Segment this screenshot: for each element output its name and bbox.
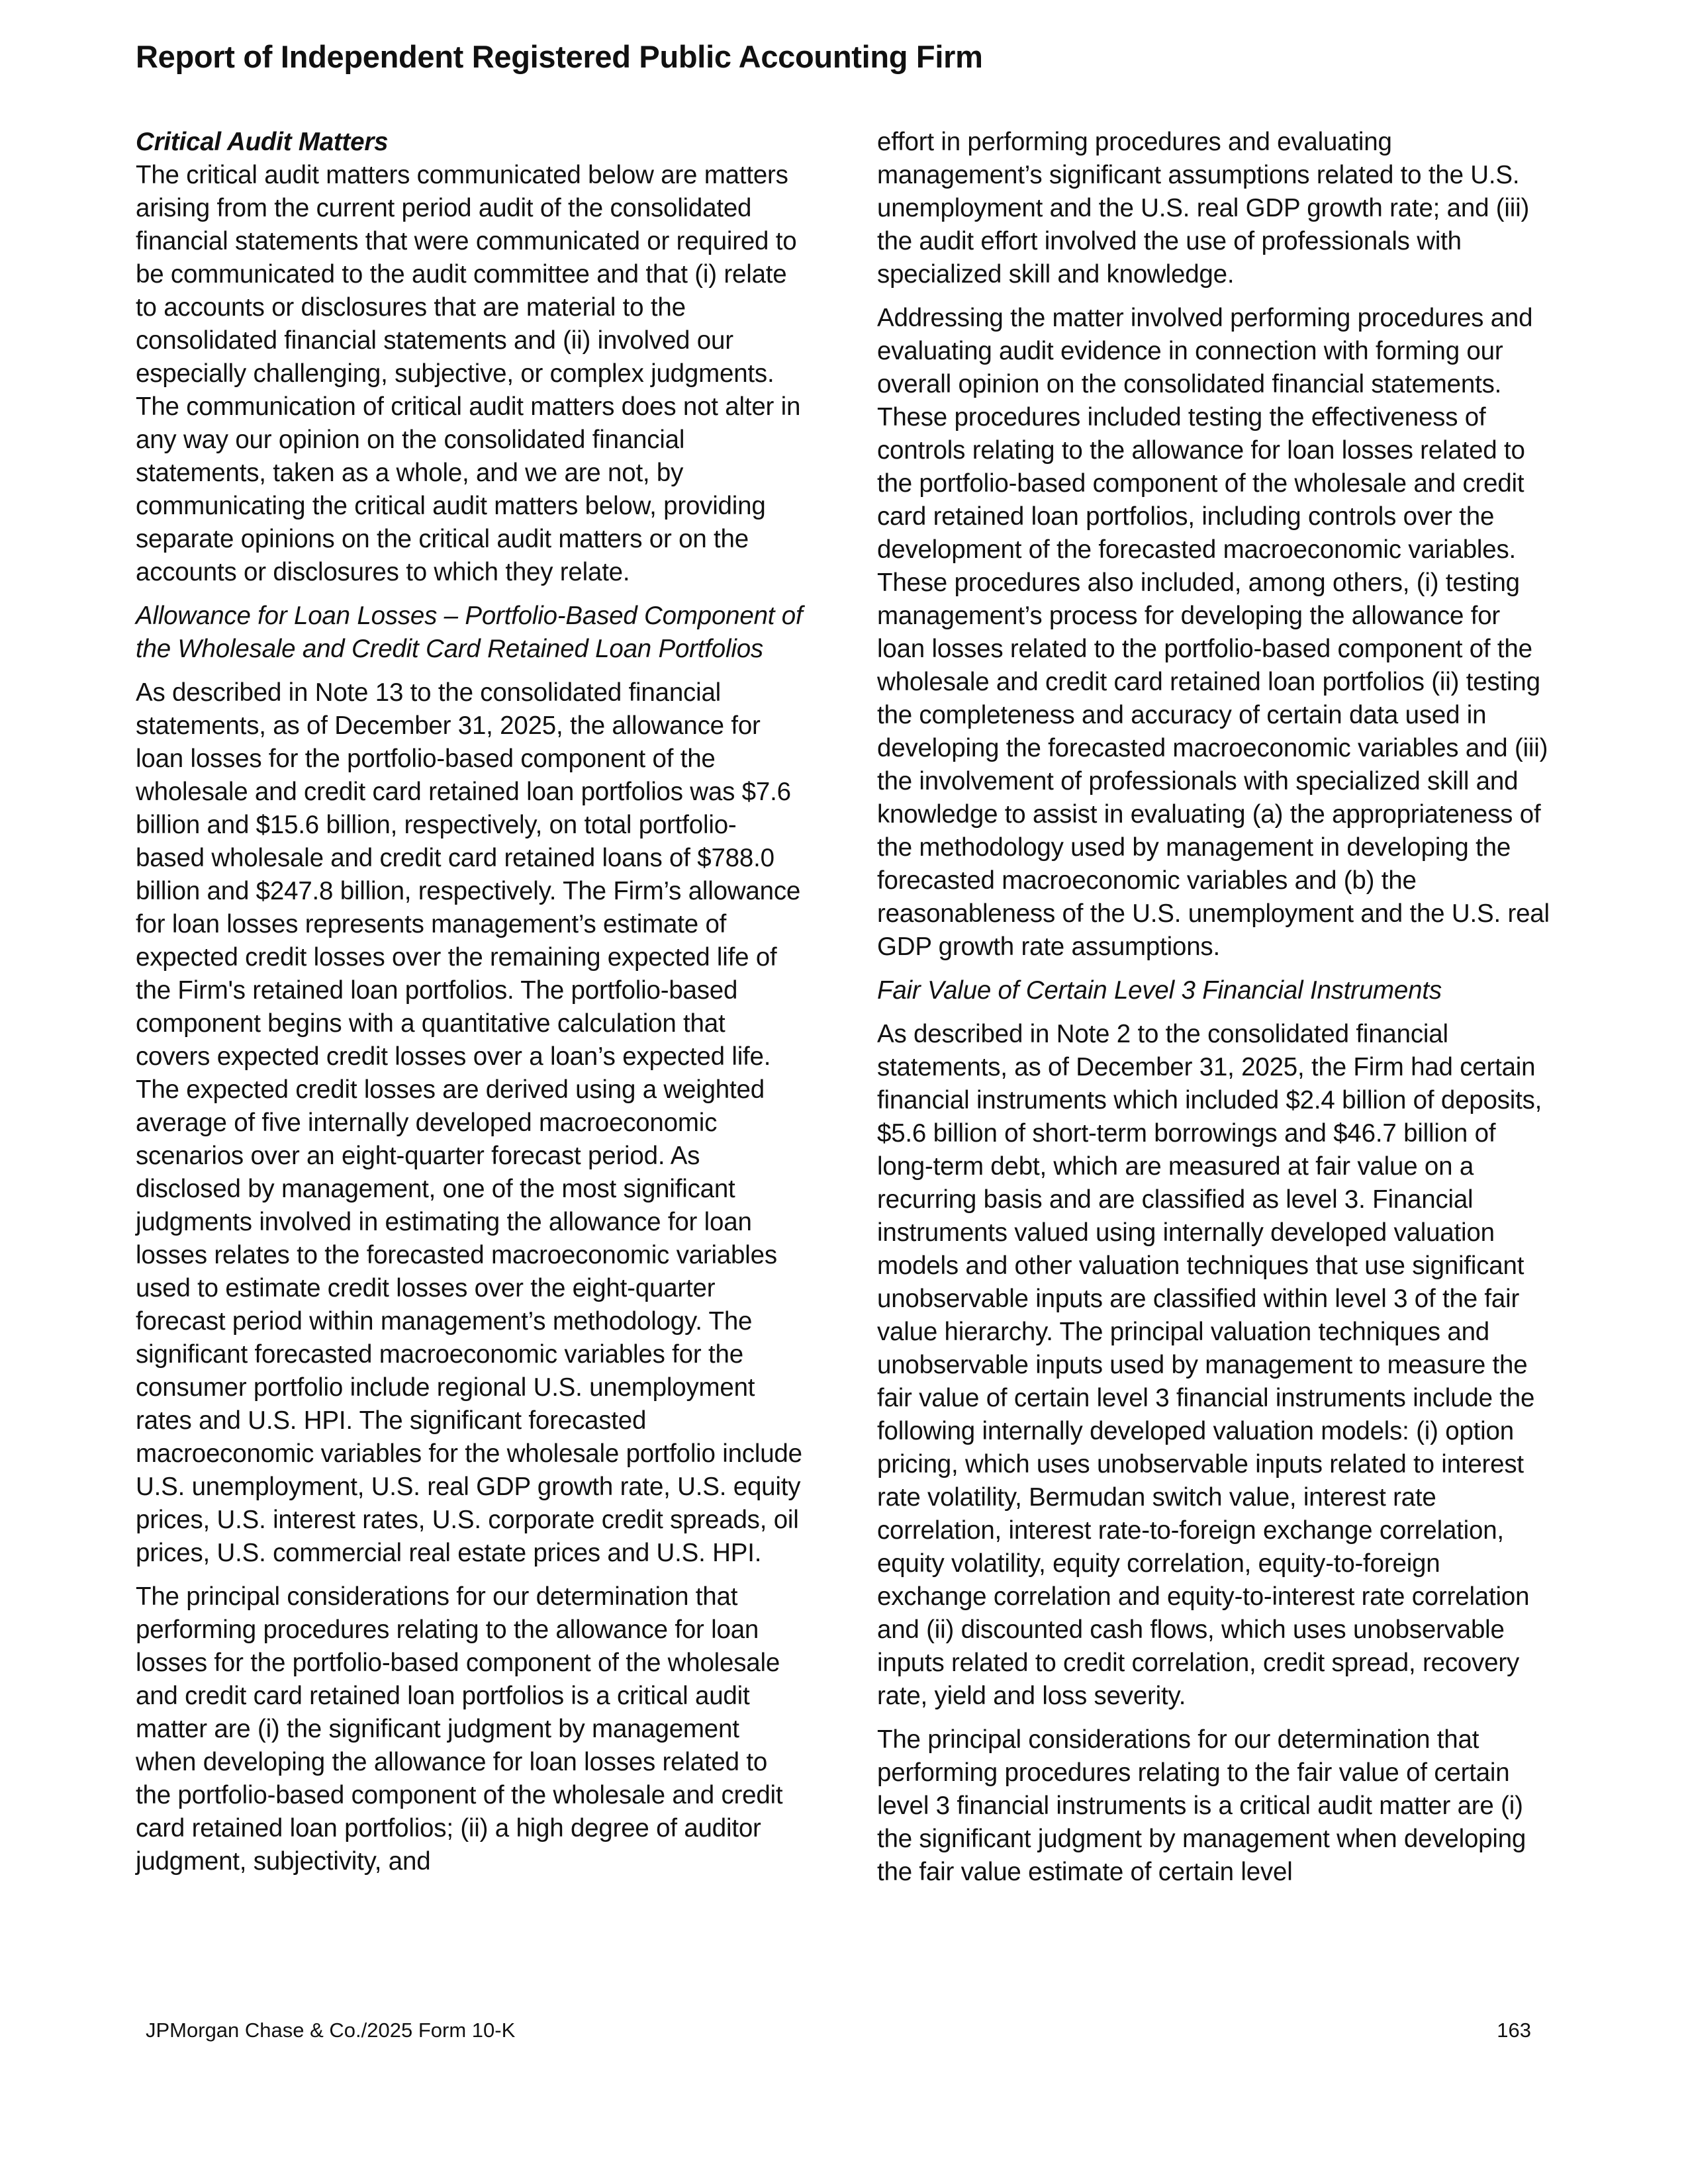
footer-source: JPMorgan Chase & Co./2025 Form 10-K xyxy=(146,2019,516,2042)
right-column xyxy=(877,126,1552,1899)
paragraph-cam-intro: The critical audit matters communicated below are matters arising from the current period audit of the consolidated financial statements that were communicated or required to be communicated to the audit committee and that (i) relate to accounts or disclosures that are material to the consolidated financial statements and (ii) involved our especially challenging, subjective, or complex judgments. The communication of critical audit matters does not alter in any way our opinion on the consolidated financial statements, taken as a whole, and we are not, by communicating the critical audit matters below, providing separate opinions on the critical audit matters or on the accounts or disclosures to which they relate. xyxy=(136,161,801,586)
paragraph-allowance-procedures: Addressing the matter involved performing procedures and evaluating audit evidence in connection with forming our overall opinion on the consolidated financial statements. These procedures included testing the effectiveness of controls relating to the allowance for loan losses related to the portfolio-based component of the wholesale and credit card retained loan portfolios, including controls over the development of the forecasted macroeconomic variables. These procedures also included, among others, (i) testing management’s process for developing the allowance for loan losses related to the portfolio-based component of the wholesale and credit card retained loan portfolios (ii) testing the completeness and accuracy of certain data used in developing the forecasted macroeconomic variables and (iii) the involvement of professionals with specialized skill and knowledge to assist in evaluating (a) the appropriateness of the methodology used by management in developing the forecasted macroeconomic variables and (b) the reasonableness of the U.S. unemployment and the U.S. real GDP growth rate assumptions. xyxy=(877,304,1550,961)
paragraph-allowance-description: As described in Note 13 to the consolidated financial statements, as of December 31, 2025, the allowance for loan losses for the portfolio-based component of the wholesale and credit card retained loan portfolios was $7.6 billion and $15.6 billion, respectively, on total portfolio-based wholesale and credit card retained loans of $788.0 billion and $247.8 billion, respectively. The Firm’s allowance for loan losses represents management’s estimate of expected credit losses over the remaining expected life of the Firm's retained loan portfolios. The portfolio-based component begins with a quantitative calculation that covers expected credit losses over a loan’s expected life. The expected credit losses are derived using a weighted average of five internally developed macroeconomic scenarios over an eight-quarter forecast period. As disclosed by management, one of the most significant judgments involved in estimating the allowance for loan losses relates to the forecasted macroeconomic variables used to estimate credit losses over the eight-quarter forecast period within management’s methodology. The significant forecasted macroeconomic variables for the consumer portfolio include regional U.S. unemployment rates and U.S. HPI. The significant forecasted macroeconomic variables for the wholesale portfolio include U.S. unemployment, U.S. real GDP growth rate, U.S. equity prices, U.S. interest rates, U.S. corporate credit spreads, oil prices, U.S. commercial real estate prices and U.S. HPI. xyxy=(136,678,802,1567)
subheading-fair-value-level-3: Fair Value of Certain Level 3 Financial Instruments xyxy=(877,976,1442,1005)
paragraph-fair-value-considerations: The principal considerations for our determination that performing procedures relating to the fair value of certain level 3 financial instruments is a critical audit matter are (i) the significant judgment by management when developing the fair value estimate of certain level xyxy=(877,1725,1526,1886)
subheading-allowance-for-loan-losses: Allowance for Loan Losses – Portfolio-Based Component of the Wholesale and Credit Card Retained Loan Portfolios xyxy=(136,602,803,663)
section-heading-critical-audit-matters: Critical Audit Matters xyxy=(136,128,389,156)
paragraph-allowance-considerations: The principal considerations for our determination that performing procedures relating to the allowance for loan losses for the portfolio-based component of the wholesale and credit card retained loan portfolios is a critical audit matter are (i) the significant judgment by management when developing the allowance for loan losses related to the portfolio-based component of the wholesale and credit card retained loan portfolios; (ii) a high degree of auditor judgment, subjectivity, and xyxy=(136,1582,783,1876)
footer-page-number: 163 xyxy=(1497,2019,1531,2042)
paragraph-fair-value-description: As described in Note 2 to the consolidated financial statements, as of December 31, 2025, the Firm had certain financial instruments which included $2.4 billion of deposits, $5.6 billion of short-term borrowings and $46.7 billion of long-term debt, which are measured at fair value on a recurring basis and are classified as level 3. Financial instruments valued using internally developed valuation models and other valuation techniques that use significant unobservable inputs are classified within level 3 of the fair value hierarchy. The principal valuation techniques and unobservable inputs used by management to measure the fair value of certain level 3 financial instruments include the following internally developed valuation models: (i) option pricing, which uses unobservable inputs related to interest rate volatility, Bermudan switch value, interest rate correlation, interest rate-to-foreign exchange correlation, equity volatility, equity correlation, equity-to-foreign exchange correlation and equity-to-interest rate correlation and (ii) discounted cash flows, which uses unobservable inputs related to credit correlation, credit spread, recovery rate, yield and loss severity. xyxy=(877,1020,1542,1710)
paragraph-allowance-considerations-cont: effort in performing procedures and evaluating management’s significant assumptions related to the U.S. unemployment and the U.S. real GDP growth rate; and (iii) the audit effort involved the use of professionals with specialized skill and knowledge. xyxy=(877,128,1530,289)
left-column xyxy=(136,126,804,1889)
page-title: Report of Independent Registered Public Accounting Firm xyxy=(136,39,983,74)
